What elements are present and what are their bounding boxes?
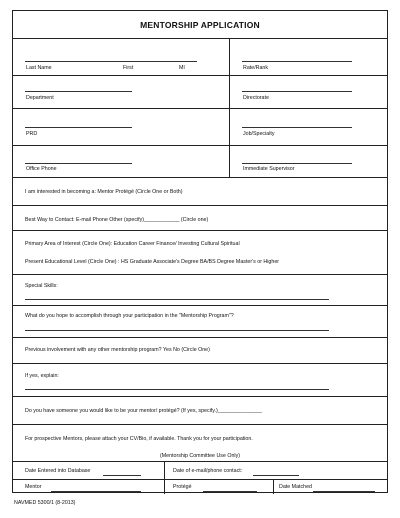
previous-row xyxy=(13,338,387,364)
accomplish-row xyxy=(13,306,387,338)
previous-question: Previous involvement with any other mentorship program? Yes No (Circle One) xyxy=(25,347,210,353)
interest-area-question: Primary Area of Interest (Circle One): Education Career Finance/ Investing Cultural Spiritual xyxy=(25,241,240,247)
someone-question: Do you have someone you would like to be your mentor/ protégé? (If yes, specify.)_______________ xyxy=(25,408,262,414)
if-yes-label: If yes, explain: xyxy=(25,373,59,379)
protege-label: Protégé xyxy=(173,484,192,490)
rate-rank-label: Rate/Rank xyxy=(243,65,269,71)
mentor-label: Mentor xyxy=(25,484,42,490)
committee-dates-row xyxy=(13,462,387,480)
contact-question: Best Way to Contact: E-mail Phone Other (specify)____________ (Circle one) xyxy=(25,217,209,223)
first-name-label: First xyxy=(123,65,134,71)
supervisor-label: Immediate Supervisor xyxy=(243,166,295,172)
if-yes-row xyxy=(13,364,387,397)
prd-row xyxy=(13,109,387,146)
interested-row xyxy=(13,178,387,206)
rate-input-line[interactable] xyxy=(242,61,352,62)
accomplish-question: What do you hope to accomplish through your participation in the "Mentorship Program"? xyxy=(25,313,234,319)
department-row xyxy=(13,76,387,109)
date-entered-input-line[interactable] xyxy=(103,475,141,476)
education-question: Present Educational Level (Circle One) : HS Graduate Associate's Degree BA/BS Degree Master's or Higher xyxy=(25,259,280,265)
mentor-input-line[interactable] xyxy=(51,491,141,492)
job-specialty-label: Job/Specialty xyxy=(243,131,275,137)
protege-input-line[interactable] xyxy=(203,491,257,492)
accomplish-input-line[interactable] xyxy=(25,330,329,331)
phone-row xyxy=(13,146,387,178)
prd-input-line[interactable] xyxy=(25,127,132,128)
special-skills-row xyxy=(13,275,387,306)
directorate-input-line[interactable] xyxy=(242,91,352,92)
date-matched-input-line[interactable] xyxy=(313,491,375,492)
prospective-row xyxy=(13,425,387,462)
name-row xyxy=(13,39,387,76)
mentorship-application-form xyxy=(12,10,388,493)
office-phone-input-line[interactable] xyxy=(25,163,132,164)
someone-row xyxy=(13,397,387,425)
interested-question: I am interested in becoming a: Mentor Protégé (Circle One or Both) xyxy=(25,189,183,195)
prd-label: PRD xyxy=(26,131,38,137)
job-input-line[interactable] xyxy=(242,127,352,128)
department-label: Department xyxy=(26,95,54,101)
special-skills-input-line[interactable] xyxy=(25,299,329,300)
date-contact-label: Date of e-mail/phone contact: xyxy=(173,468,243,474)
directorate-label: Directorate xyxy=(243,95,269,101)
last-name-label: Last Name xyxy=(26,65,52,71)
date-matched-label: Date Matched xyxy=(279,484,312,490)
prospective-note: For prospective Mentors, please attach your CV/Bio, if available. Thank you for your participation. xyxy=(25,436,253,442)
interest-education-row xyxy=(13,231,387,275)
committee-header: (Mentorship Committee Use Only) xyxy=(159,453,241,459)
date-entered-label: Date Entered into Database xyxy=(25,468,91,474)
form-number: NAVMED 5300/1 (8-2013) xyxy=(14,500,76,506)
office-phone-label: Office Phone xyxy=(26,166,57,172)
mi-label: MI xyxy=(179,65,185,71)
date-contact-input-line[interactable] xyxy=(253,475,299,476)
contact-row xyxy=(13,206,387,231)
supervisor-input-line[interactable] xyxy=(242,163,352,164)
special-skills-label: Special Skills: xyxy=(25,283,58,289)
name-input-line[interactable] xyxy=(25,61,197,62)
form-title: MENTORSHIP APPLICATION xyxy=(140,20,260,30)
title-row xyxy=(13,11,387,39)
department-input-line[interactable] xyxy=(25,91,132,92)
committee-match-row xyxy=(13,480,387,494)
if-yes-input-line[interactable] xyxy=(25,389,329,390)
